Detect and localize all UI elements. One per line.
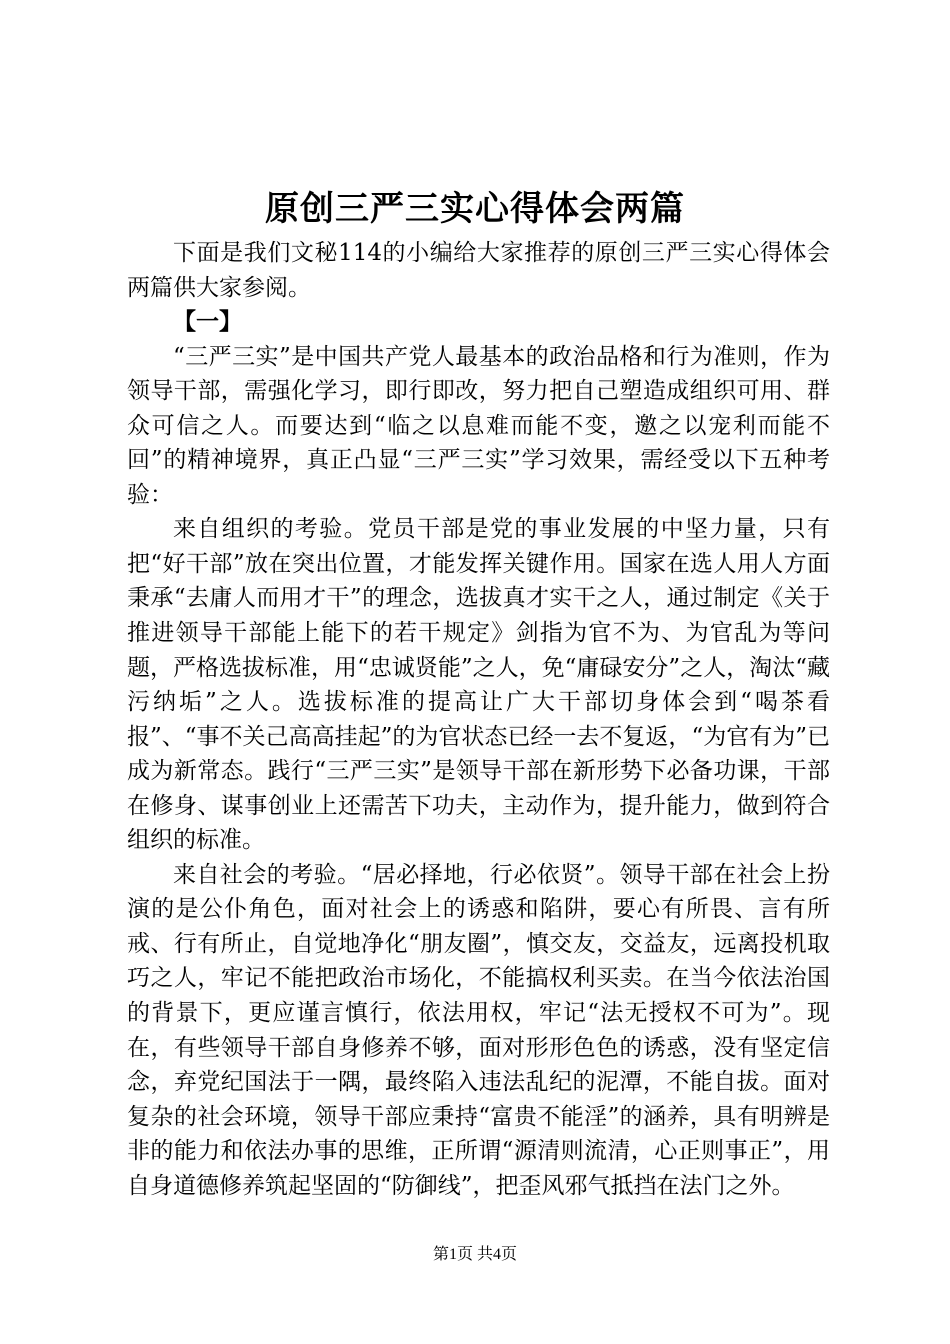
section-heading: 【一】: [173, 308, 242, 336]
document-title: 原创三严三实心得体会两篇: [265, 189, 685, 229]
intro-paragraph: 下面是我们文秘114的小编给大家推荐的原创三严三实心得体会两篇供大家参阅。: [127, 240, 830, 301]
body-paragraph-1: “三严三实”是中国共产党人最基本的政治品格和行为准则，作为领导干部，需强化学习，即行即改，努力把自己塑造成组织可用、群众可信之人。而要达到“临之以息难而能不变，邀之以宠利而能不回”的精神境界，真正凸显“三严三实”学习效果，需经受以下五种考验：: [127, 343, 830, 508]
page-footer: 第1页 共4页: [432, 1246, 517, 1263]
body-paragraph-2: 来自组织的考验。党员干部是党的事业发展的中坚力量，只有把“好干部”放在突出位置，才能发挥关键作用。国家在选人用人方面秉承“去庸人而用才干”的理念，选拔真才实干之人，通过制定《关于推进领导干部能上能下的若干规定》剑指为官不为、为官乱为等问题，严格选拔标准，用“忠诚贤能”之人，免“庸碌安分”之人，淘汰“藏污纳垢”之人。选拔标准的提高让广大干部切身体会到“喝茶看报”、“事不关己高高挂起”的为官状态已经一去不复返，“为官有为”已成为新常态。践行“三严三实”是领导干部在新形势下必备功课，干部在修身、谋事创业上还需苦下功夫，主动作为，提升能力，做到符合组织的标准。: [127, 516, 830, 854]
document-body: [127, 236, 830, 1203]
body-paragraph-3: 来自社会的考验。“居必择地，行必依贤”。领导干部在社会上扮演的是公仆角色，面对社会上的诱惑和陷阱，要心有所畏、言有所戒、行有所止，自觉地净化“朋友圈”，慎交友，交益友，远离投机取巧之人，牢记不能把政治市场化，不能搞权利买卖。在当今依法治国的背景下，更应谨言慎行，依法用权，牢记“法无授权不可为”。现在，有些领导干部自身修养不够，面对形形色色的诱惑，没有坚定信念，弃党纪国法于一隅，最终陷入违法乱纪的泥潭，不能自拔。面对复杂的社会环境，领导干部应秉持“富贵不能淫”的涵养，具有明辨是非的能力和依法办事的思维，正所谓“源清则流清，心正则事正”，用自身道德修养筑起坚固的“防御线”，把歪风邪气抵挡在法门之外。: [127, 861, 830, 1199]
